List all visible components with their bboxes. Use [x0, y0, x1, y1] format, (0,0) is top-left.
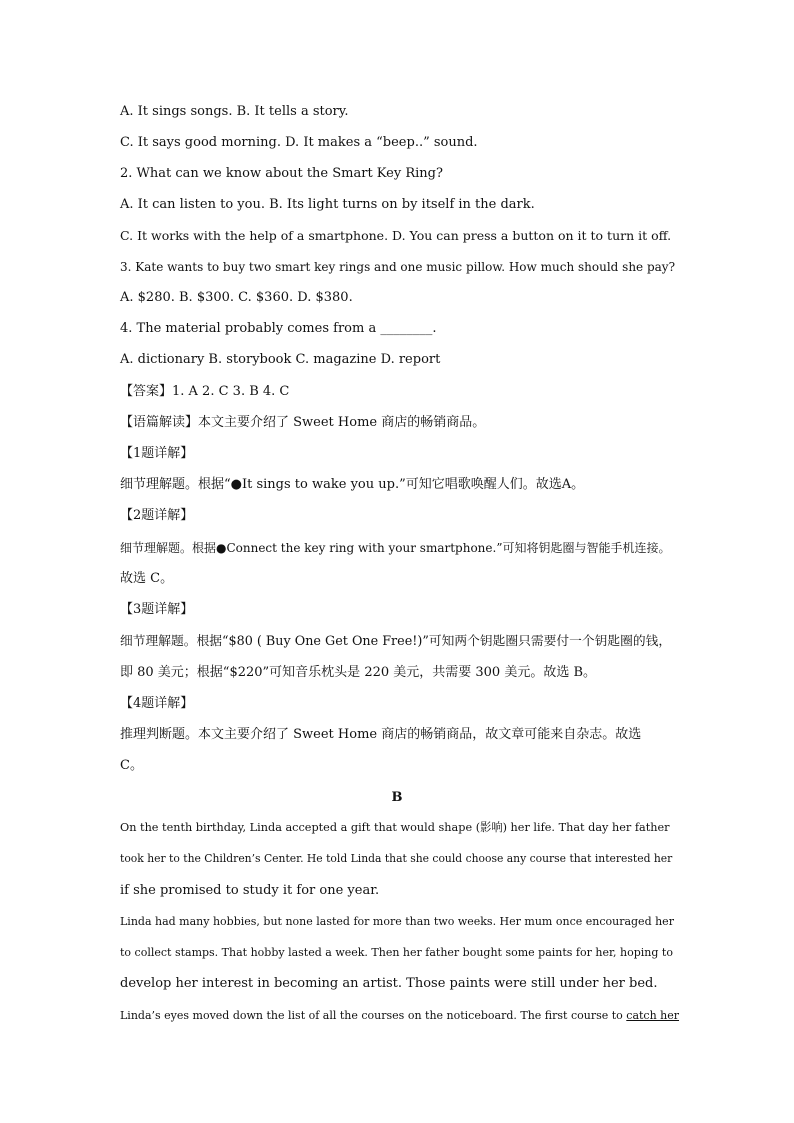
q3-explanation: 细节理解题。根据“$80 ( Buy One Get One Free!)”可知两个钥匙圈只需要付一个钥匙圈的钱， — [120, 634, 672, 649]
q2-explanation: 细节理解题。根据●Connect the key ring with your smartphone.”可知将钥匙圈与智能手机连接。 — [120, 541, 671, 555]
q3-detail-heading: 【3题详解】 — [120, 602, 194, 617]
q2-options-ab: A. It can listen to you. B. Its light turns on by itself in the dark. — [120, 197, 535, 212]
q2-options-cd: C. It works with the help of a smartphone. D. You can press a button on it to turn it off. — [120, 228, 672, 243]
question-2: 2. What can we know about the Smart Key Ring? — [120, 166, 443, 181]
passage-line: if she promised to study it for one year. — [120, 883, 380, 898]
question-4: 4. The material probably comes from a ________. — [120, 321, 437, 336]
q4-explanation: 推理判断题。本文主要介绍了 Sweet Home 商店的畅销商品，故文章可能来自杂志。故选 — [120, 727, 642, 742]
q4-options: A. dictionary B. storybook C. magazine D. report — [120, 352, 441, 367]
passage-line: took her to the Children’s Center. He told Linda that she could choose any course that interested her — [120, 852, 673, 865]
q1-options-ab: A. It sings songs. B. It tells a story. — [120, 104, 349, 119]
q1-detail-heading: 【1题详解】 — [120, 446, 194, 461]
q2-explanation-cont: 故选 C。 — [120, 571, 174, 586]
q1-explanation: 细节理解题。根据“●It sings to wake you up.”可知它唱歌唤醒人们。故选A。 — [120, 477, 585, 492]
passage-line: On the tenth birthday, Linda accepted a gift that would shape (影响) her life. That day her father — [120, 821, 670, 834]
section-heading-b: B — [391, 790, 403, 805]
passage-summary: 【语篇解读】本文主要介绍了 Sweet Home 商店的畅销商品。 — [120, 415, 486, 430]
answer-key: 【答案】1. A 2. C 3. B 4. C — [120, 384, 290, 399]
passage-line: to collect stamps. That hobby lasted a week. Then her father bought some paints for her, hoping to — [120, 946, 673, 959]
q3-options: A. $280. B. $300. C. $360. D. $380. — [120, 290, 353, 305]
passage-line: Linda had many hobbies, but none lasted for more than two weeks. Her mum once encouraged her — [120, 915, 674, 928]
passage-line: develop her interest in becoming an artist. Those paints were still under her bed. — [120, 976, 658, 991]
passage-line — [120, 1008, 679, 1024]
q3-explanation-cont: 即 80 美元；根据“$220”可知音乐枕头是 220 美元，共需要 300 美元。故选 B。 — [120, 665, 597, 680]
underlined-phrase: catch her — [626, 1009, 680, 1022]
q1-options-cd: C. It says good morning. D. It makes a “beep..” sound. — [120, 135, 478, 150]
passage-text: Linda’s eyes moved down the list of all the courses on the noticeboard. The first course to — [120, 1009, 627, 1022]
q4-explanation-cont: C。 — [120, 758, 143, 773]
q2-detail-heading: 【2题详解】 — [120, 508, 194, 523]
question-3: 3. Kate wants to buy two smart key rings and one music pillow. How much should she pay? — [120, 260, 676, 274]
q4-detail-heading: 【4题详解】 — [120, 696, 194, 711]
